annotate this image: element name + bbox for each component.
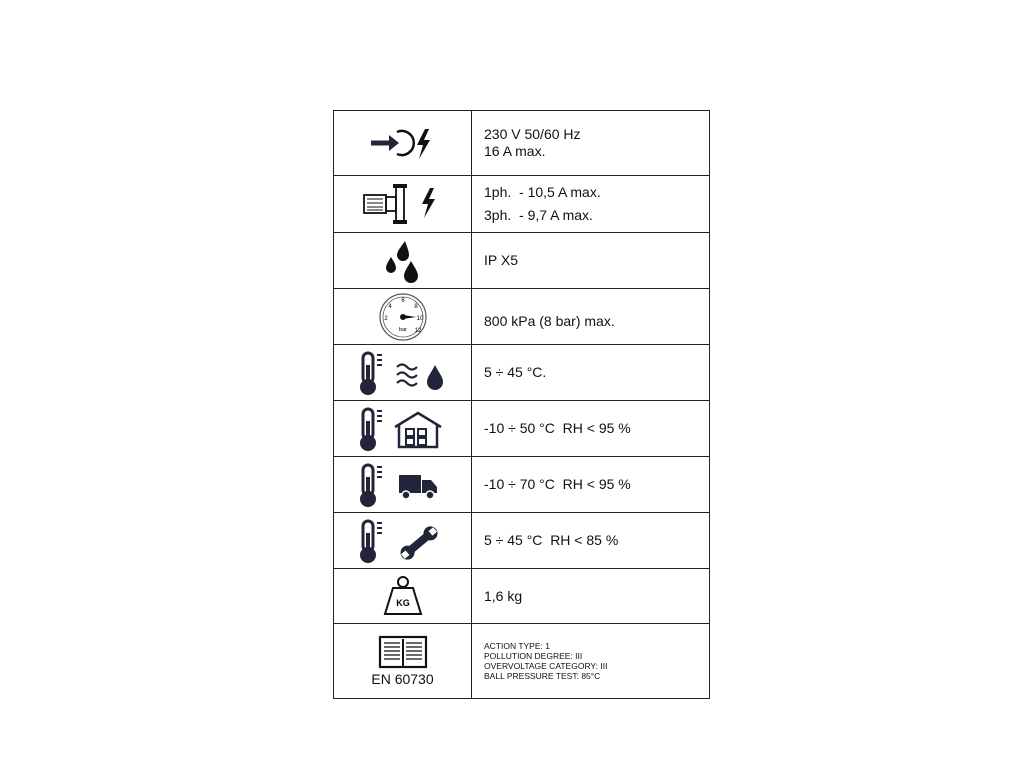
spec-value: 3ph. - 9,7 A max.	[484, 207, 593, 223]
spec-value: 5 ÷ 45 °C RH < 85 %	[484, 532, 619, 548]
spec-row-storage-temperature	[334, 401, 709, 457]
spec-value: 1ph. - 10,5 A max.	[484, 184, 601, 200]
gauge-label: 6	[400, 297, 405, 304]
spec-value: 16 A max.	[484, 143, 546, 159]
standard-label: EN 60730	[371, 671, 434, 687]
spec-value: 1,6 kg	[484, 587, 523, 604]
thermometer-transport-icon	[334, 457, 472, 512]
spec-value: OVERVOLTAGE CATEGORY: III	[484, 661, 608, 671]
weight-label: KG	[395, 598, 410, 608]
spec-value: POLLUTION DEGREE: III	[484, 651, 583, 661]
spec-row-motor-current	[334, 176, 709, 233]
gauge-label: bar	[398, 326, 407, 333]
pressure-gauge-icon	[334, 289, 472, 344]
spec-value: 230 V 50/60 Hz	[484, 126, 581, 142]
spec-value: -10 ÷ 50 °C RH < 95 %	[484, 420, 631, 436]
spec-value: IP X5	[484, 252, 518, 268]
spec-value: -10 ÷ 70 °C RH < 95 %	[484, 476, 631, 492]
spec-value: BALL PRESSURE TEST: 85°C	[484, 671, 601, 681]
manual-book-icon	[334, 624, 472, 698]
spec-row-standard	[334, 624, 709, 698]
thermometer-icon	[360, 353, 382, 395]
spec-value: 5 ÷ 45 °C.	[484, 364, 547, 380]
gauge-label: 4	[387, 303, 392, 310]
gauge-label: 2	[383, 315, 388, 322]
weight-kg-icon	[334, 569, 472, 623]
spec-value: ACTION TYPE: 1	[484, 641, 550, 651]
gauge-label: 10	[416, 315, 423, 322]
spec-row-liquid-temperature	[334, 345, 709, 401]
wrench-icon	[397, 523, 440, 562]
spec-row-power-supply	[334, 111, 709, 176]
spec-row-weight	[334, 569, 709, 624]
gauge-label: 12	[414, 327, 421, 334]
power-input-lightning-icon	[334, 111, 472, 175]
thermometer-operation-icon	[334, 513, 472, 568]
spec-row-pressure	[334, 289, 709, 345]
spec-row-operating-temperature	[334, 513, 709, 569]
thermometer-liquid-icon	[334, 345, 472, 400]
spec-row-transport-temperature	[334, 457, 709, 513]
spec-table	[333, 110, 710, 699]
spec-row-ip-rating	[334, 233, 709, 289]
gauge-label: 8	[413, 303, 418, 310]
spec-value: 800 kPa (8 bar) max.	[484, 313, 615, 329]
thermometer-storage-icon	[334, 401, 472, 456]
water-drops-icon	[334, 233, 472, 288]
pump-motor-lightning-icon	[334, 176, 472, 232]
